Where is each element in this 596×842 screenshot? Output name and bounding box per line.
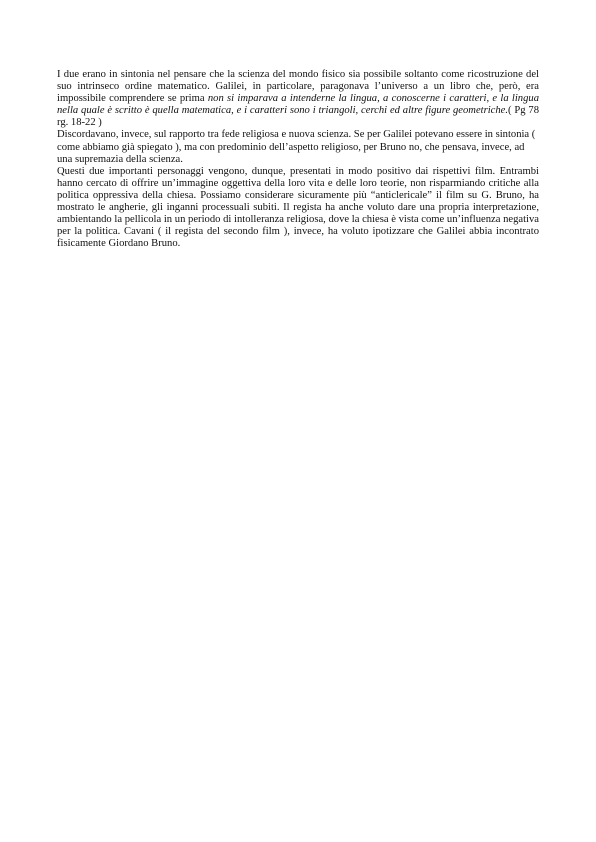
paragraph-text: I due erano in sintonia nel pensare che la scienza del mondo fisico sia possibile soltanto come ricostruzione del suo intrinseco ordine matematico. Galilei, in particolare, paragonava l’universo a un libro che, però, era impossibile comprendere se prima (57, 69, 539, 105)
paragraph-films-comparison: Questi due importanti personaggi vengono, dunque, presentati in modo positivo dai rispettivi film. Entrambi hanno cercato di offrire un’immagine oggettiva della loro vita e delle loro teorie, non risparmiando critiche alla politica oppressiva della chiesa. Possiamo considerare sicuramente più “anticlericale” il film su G. Bruno, ha mostrato le angherie, gli inganni processuali subiti. Il regista ha anche voluto dare una propria interpretazione, ambientando la pellicola in un periodo di intolleranza religiosa, dove la chiesa è vista come un’influenza negativa per la politica. Cavani ( il regista del secondo film ), invece, ha voluto ipotizzare che Galilei abbia incontrato fisicamente Giordano Bruno. (57, 165, 539, 250)
paragraph-galilei-bruno-mathematics (57, 69, 539, 129)
galilei-quote: non si imparava a intenderne la lingua, a conoscerne i caratteri, e la lingua nella quale è scritto è quella matematica, e i caratteri sono i triangoli, cerchi ed altre figure geometriche. (57, 93, 539, 117)
paragraph-faith-and-science: Discordavano, invece, sul rapporto tra fede religiosa e nuova scienza. Se per Galilei potevano essere in sintonia ( come abbiamo già spiegato ), ma con predominio dell’aspetto religioso, per Bruno no, che pensava, invece, ad una supremazia della scienza. (57, 129, 536, 165)
citation: ( Pg 78 rg. 18-22 ) (57, 105, 540, 129)
document-body (57, 69, 539, 250)
